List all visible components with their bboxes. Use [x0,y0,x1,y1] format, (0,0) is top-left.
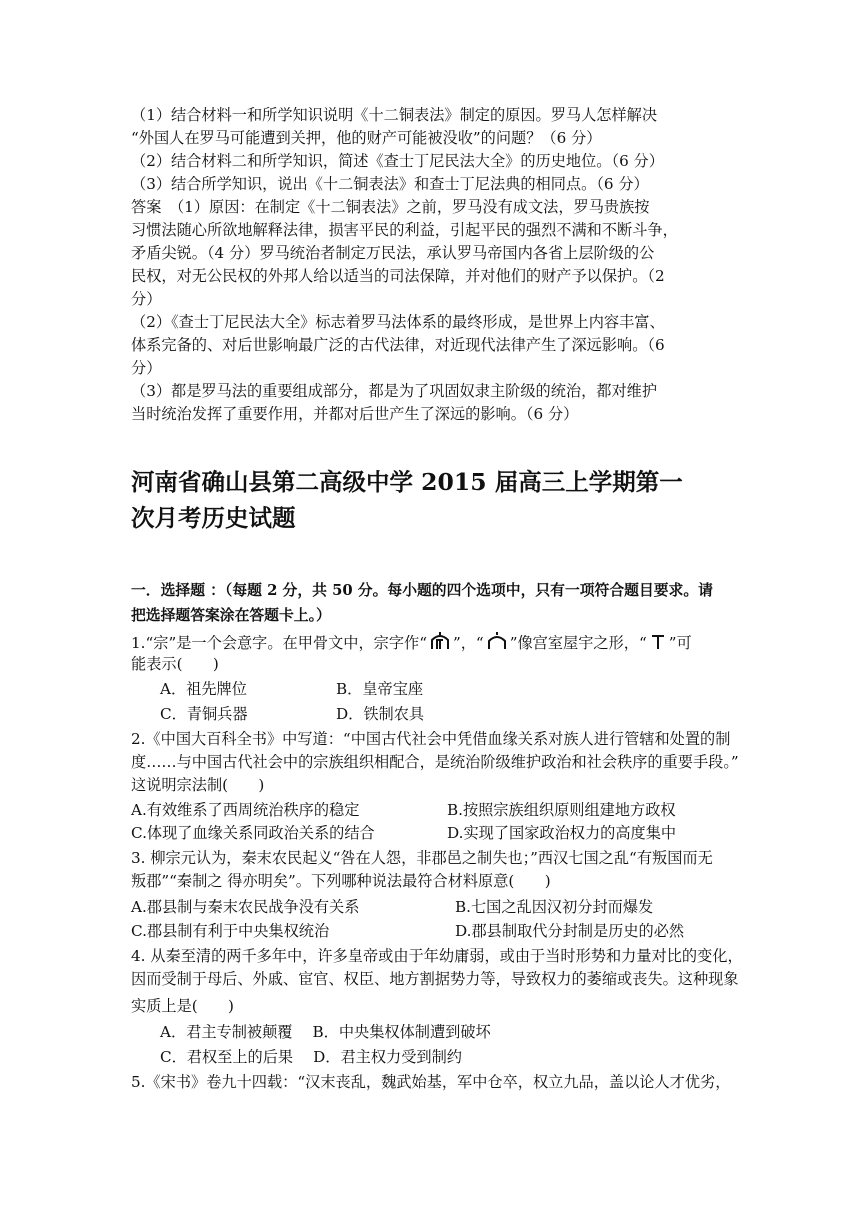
option-b: B.按照宗族组织原则组建地方政权 [447,801,676,819]
text-line: （3）都是罗马法的重要组成部分，都是为了巩固奴隶主阶级的统治，都对维护 [131,382,658,400]
option-d: D．铁制农具 [336,705,425,723]
text-line: 习惯法随心所欲地解释法律，损害平民的利益，引起平民的强烈不满和不断斗争， [131,221,678,239]
option-d: D.实现了国家政治权力的高度集中 [447,824,677,842]
text-line: （3）结合所学知识，说出《十二铜表法》和查士丁尼法典的相同点。（6 分） [131,175,649,193]
section-header-cont: 把选择题答案涂在答题卡上。） [131,607,331,624]
q1-text-part: ”像宫室屋宇之形，“ [509,634,647,652]
text-line: 矛盾尖锐。（4 分）罗马统治者制定万民法，承认罗马帝国内各省上层阶级的公 [131,244,655,262]
question-5-stem: 5.《宋书》卷九十四载：“汉末丧乱，魏武始基，军中仓卒，权立九品，盖以论人才优劣， [131,1073,731,1091]
text-line: （2）《查士丁尼民法大全》标志着罗马法体系的最终形成，是世界上内容丰富、 [131,313,665,331]
options-a-b: A．君主专制被颠覆 B．中央集权体制遭到破坏 [160,1023,491,1041]
question-4-stem: 4. 从秦至清的两千多年中，许多皇帝或由于年幼庸弱，或由于当时形势和力量对比的变化， [131,947,743,965]
option-c: C.郡县制有利于中央集权统治 [131,922,330,940]
question-2-stem: 2.《中国大百科全书》中写道：“中国古代社会中凭借血缘关系对族人进行管辖和处置的制 [131,730,731,748]
option-a: A.有效维系了西周统治秩序的稳定 [131,801,360,819]
question-4-stem-cont: 实质上是( ) [131,997,234,1015]
question-4-stem-cont: 因而受制于母后、外戚、宦官、权臣、地方割据势力等，导致权力的萎缩或丧失。这种现象 [131,970,739,988]
option-c: C．青铜兵器 [160,705,248,723]
q1-text-part: ”可 [668,634,692,652]
question-3-stem: 3. 柳宗元认为，秦末农民起义“咎在人怨，非郡邑之制失也；”西汉七国之乱“有叛国而无 [131,849,713,867]
text-line: （2）结合材料二和所学知识，简述《查士丁尼民法大全》的历史地位。（6 分） [131,152,664,170]
text-line: 分） [131,359,162,377]
option-b: B.七国之乱因汉初分封而爆发 [455,898,654,916]
q1-text-part: ”，“ [452,634,484,652]
oracle-roof-icon [486,630,508,652]
oracle-zong-icon [429,630,451,652]
question-1-stem-cont: 能表示( ) [131,655,219,673]
options-c-d: C．君权至上的后果 D．君主权力受到制约 [160,1048,462,1066]
text-line: （1）结合材料一和所学知识说明《十二铜表法》制定的原因。罗马人怎样解决 [131,106,658,124]
question-2-stem-cont: 这说明宗法制( ) [131,776,265,794]
text-line: “外国人在罗马可能遭到关押，他的财产可能被没收”的问题？（6 分） [131,129,602,147]
option-b: B．皇帝宝座 [336,680,424,698]
question-1-stem [131,630,692,652]
text-line: 当时统治发挥了重要作用，并都对后世产生了深远的影响。（6 分） [131,405,579,423]
text-line: 体系完备的、对后世影响最广泛的古代法律，对近现代法律产生了深远影响。（6 [131,336,665,354]
text-line: 答案 （1）原因：在制定《十二铜表法》之前，罗马没有成文法，罗马贵族按 [131,198,650,216]
exam-title-line-1: 河南省确山县第二高级中学 2015 届高三上学期第一 [131,468,683,496]
question-3-stem-cont: 叛郡”“秦制之 得亦明矣”。下列哪种说法最符合材料原意( ) [131,872,551,890]
option-a: A．祖先牌位 [160,680,247,698]
option-c: C.体现了血缘关系同政治关系的结合 [131,824,375,842]
question-2-stem-cont: 度……与中国古代社会中的宗族组织相配合，是统治阶级维护政治和社会秩序的重要手段。” [131,753,739,771]
oracle-shi-icon [649,630,667,652]
option-d: D.郡县制取代分封制是历史的必然 [455,922,685,940]
text-line: 分） [131,290,162,308]
exam-title-line-2: 次月考历史试题 [131,504,296,532]
q1-text-part: 1.“宗”是一个会意字。在甲骨文中，宗字作“ [131,634,427,652]
text-line: 民权，对无公民权的外邦人给以适当的司法保障，并对他们的财产予以保护。（2 [131,267,665,285]
option-a: A.郡县制与秦末农民战争没有关系 [131,898,360,916]
section-header: 一．选择题 ：（每题 2 分，共 50 分。每小题的四个选项中，只有一项符合题目要求。请 [131,582,713,599]
